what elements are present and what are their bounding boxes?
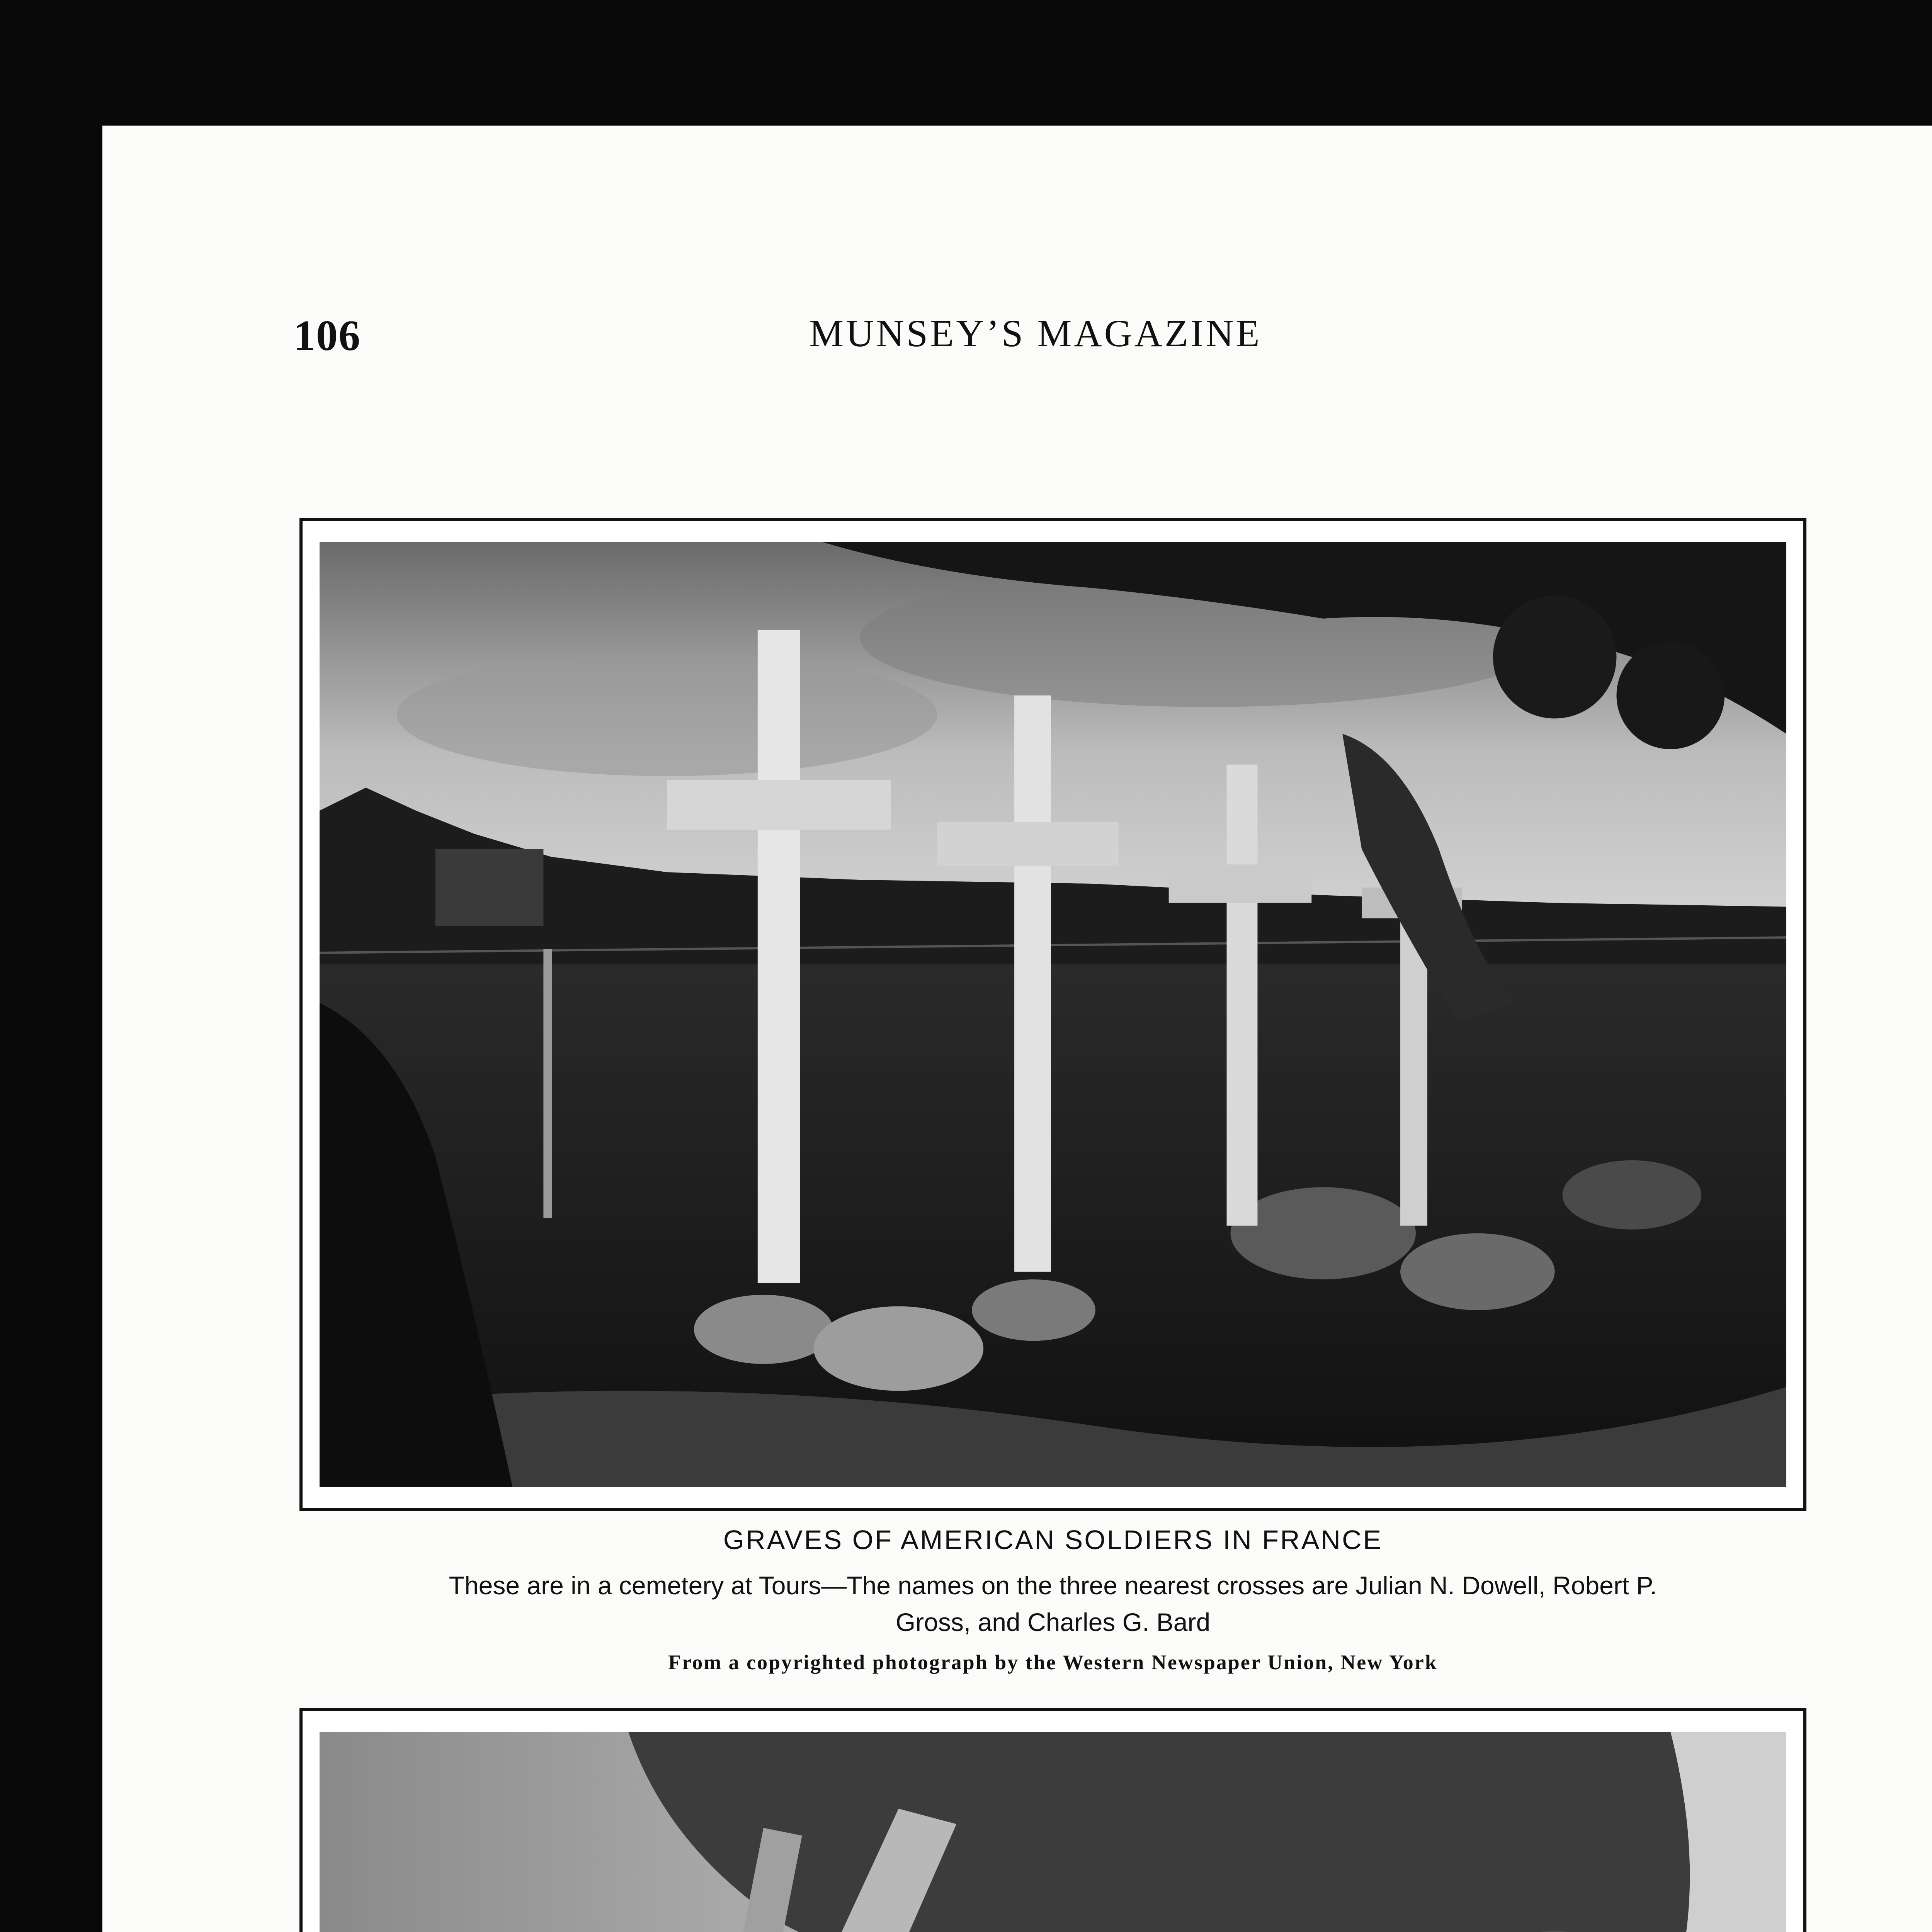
graves-photo-image	[320, 542, 1786, 1487]
magazine-page	[102, 126, 1932, 1932]
machine-gun-photo-frame	[299, 1708, 1806, 1932]
graves-caption	[299, 1524, 1806, 1676]
running-head	[102, 311, 1932, 373]
graves-photo-frame	[299, 518, 1806, 1511]
graves-caption-body: These are in a cemetery at Tours—The names on the three nearest crosses are Julian N. Dowell, Robert P. Gross, and Charles G. Bard	[449, 1571, 1657, 1637]
page-number: 106	[294, 312, 361, 360]
machine-gun-photo	[320, 1732, 1786, 1932]
machine-gun-photo-image	[320, 1732, 1786, 1932]
graves-photo	[320, 542, 1786, 1487]
graves-caption-title: GRAVES OF AMERICAN SOLDIERS IN FRANCE	[723, 1525, 1383, 1555]
graves-caption-credit: From a copyrighted photograph by the Western Newspaper Union, New York	[668, 1650, 1438, 1674]
magazine-title: MUNSEY’S MAGAZINE	[809, 312, 1262, 355]
